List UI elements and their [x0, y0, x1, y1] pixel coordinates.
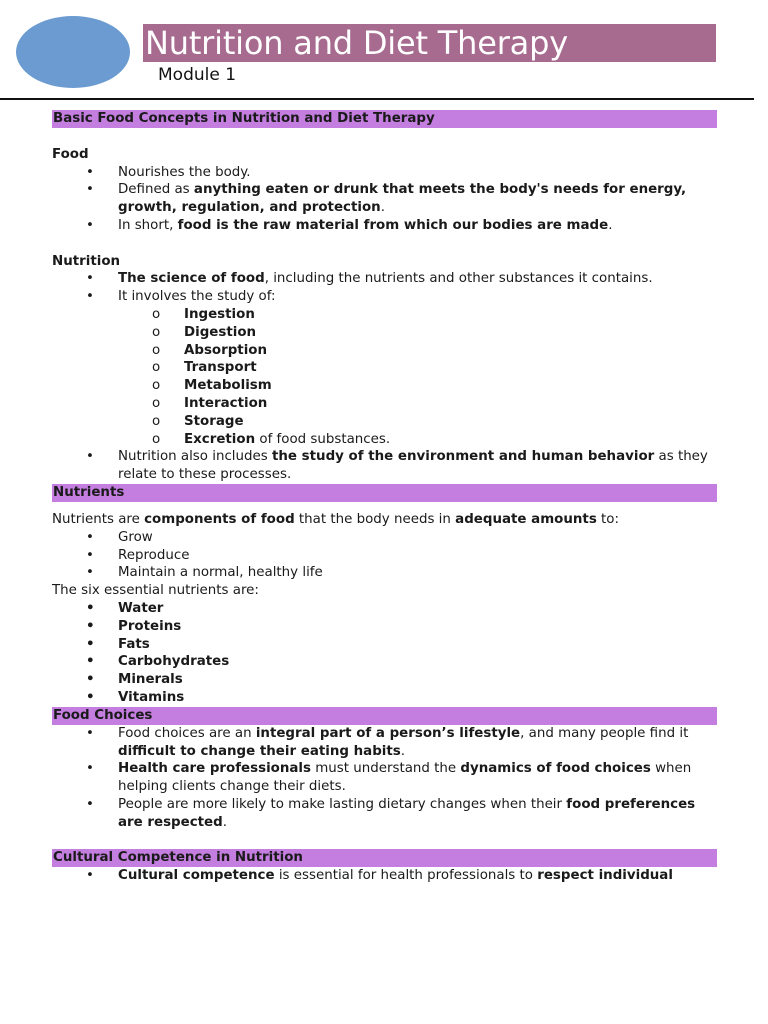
food-list — [52, 164, 717, 235]
food-choices-list — [52, 725, 717, 832]
module-label: Module 1 — [158, 65, 237, 85]
header-divider — [0, 98, 754, 100]
document-title: Nutrition and Diet Therapy — [145, 24, 568, 62]
section-heading-food-choices: Food Choices — [52, 707, 717, 725]
food-heading: Food — [52, 146, 89, 162]
document-body — [52, 110, 717, 885]
section-heading-cultural: Cultural Competence in Nutrition — [52, 849, 717, 867]
sublist-item: o Transport — [52, 359, 717, 377]
list-item: • Nourishes the body. — [52, 164, 717, 182]
list-item: • Defined as anything eaten or drunk that meets the body's needs for energy, growth, regulation, and protection. — [52, 181, 717, 217]
cultural-list — [52, 867, 717, 885]
list-item: • Food choices are an integral part of a person’s lifestyle, and many people find it difficult to change their eating habits. — [52, 725, 717, 761]
logo-oval — [16, 16, 130, 88]
list-item: • Vitamins — [52, 689, 717, 707]
list-item: • Nutrition also includes the study of the environment and human behavior as they relate to these processes. — [52, 448, 717, 484]
sublist-item: o Interaction — [52, 395, 717, 413]
list-item: • Grow — [52, 529, 717, 547]
needs-list — [52, 529, 717, 582]
list-item: • Carbohydrates — [52, 653, 717, 671]
sublist-item: o Digestion — [52, 324, 717, 342]
nutrients-intro: Nutrients are components of food that the body needs in adequate amounts to: — [52, 511, 620, 527]
list-item: • Health care professionals must understand the dynamics of food choices when helping clients change their diets. — [52, 760, 717, 796]
list-item: • Maintain a normal, healthy life — [52, 564, 717, 582]
section-heading-basic: Basic Food Concepts in Nutrition and Diet Therapy — [52, 110, 717, 128]
study-sublist — [52, 306, 717, 448]
list-item: • People are more likely to make lasting dietary changes when their food preferences are respected. — [52, 796, 717, 832]
nutrition-list-continued — [52, 448, 717, 484]
list-item: • Reproduce — [52, 547, 717, 565]
list-item: • It involves the study of: — [52, 288, 717, 306]
nutrition-heading: Nutrition — [52, 253, 121, 269]
sublist-item: o Ingestion — [52, 306, 717, 324]
list-item: • Proteins — [52, 618, 717, 636]
sublist-item: o Storage — [52, 413, 717, 431]
six-nutrients-list — [52, 600, 717, 707]
list-item: • The science of food, including the nutrients and other substances it contains. — [52, 270, 717, 288]
section-heading-nutrients: Nutrients — [52, 484, 717, 502]
list-item: • Cultural competence is essential for health professionals to respect individual — [52, 867, 717, 885]
list-item: • Minerals — [52, 671, 717, 689]
sublist-item: o Absorption — [52, 342, 717, 360]
list-item: • Water — [52, 600, 717, 618]
list-item: • In short, food is the raw material from which our bodies are made. — [52, 217, 717, 235]
nutrition-list — [52, 270, 717, 306]
sublist-item: o Excretion of food substances. — [52, 431, 717, 449]
sublist-item: o Metabolism — [52, 377, 717, 395]
six-nutrients-intro: The six essential nutrients are: — [52, 583, 259, 599]
list-item: • Fats — [52, 636, 717, 654]
